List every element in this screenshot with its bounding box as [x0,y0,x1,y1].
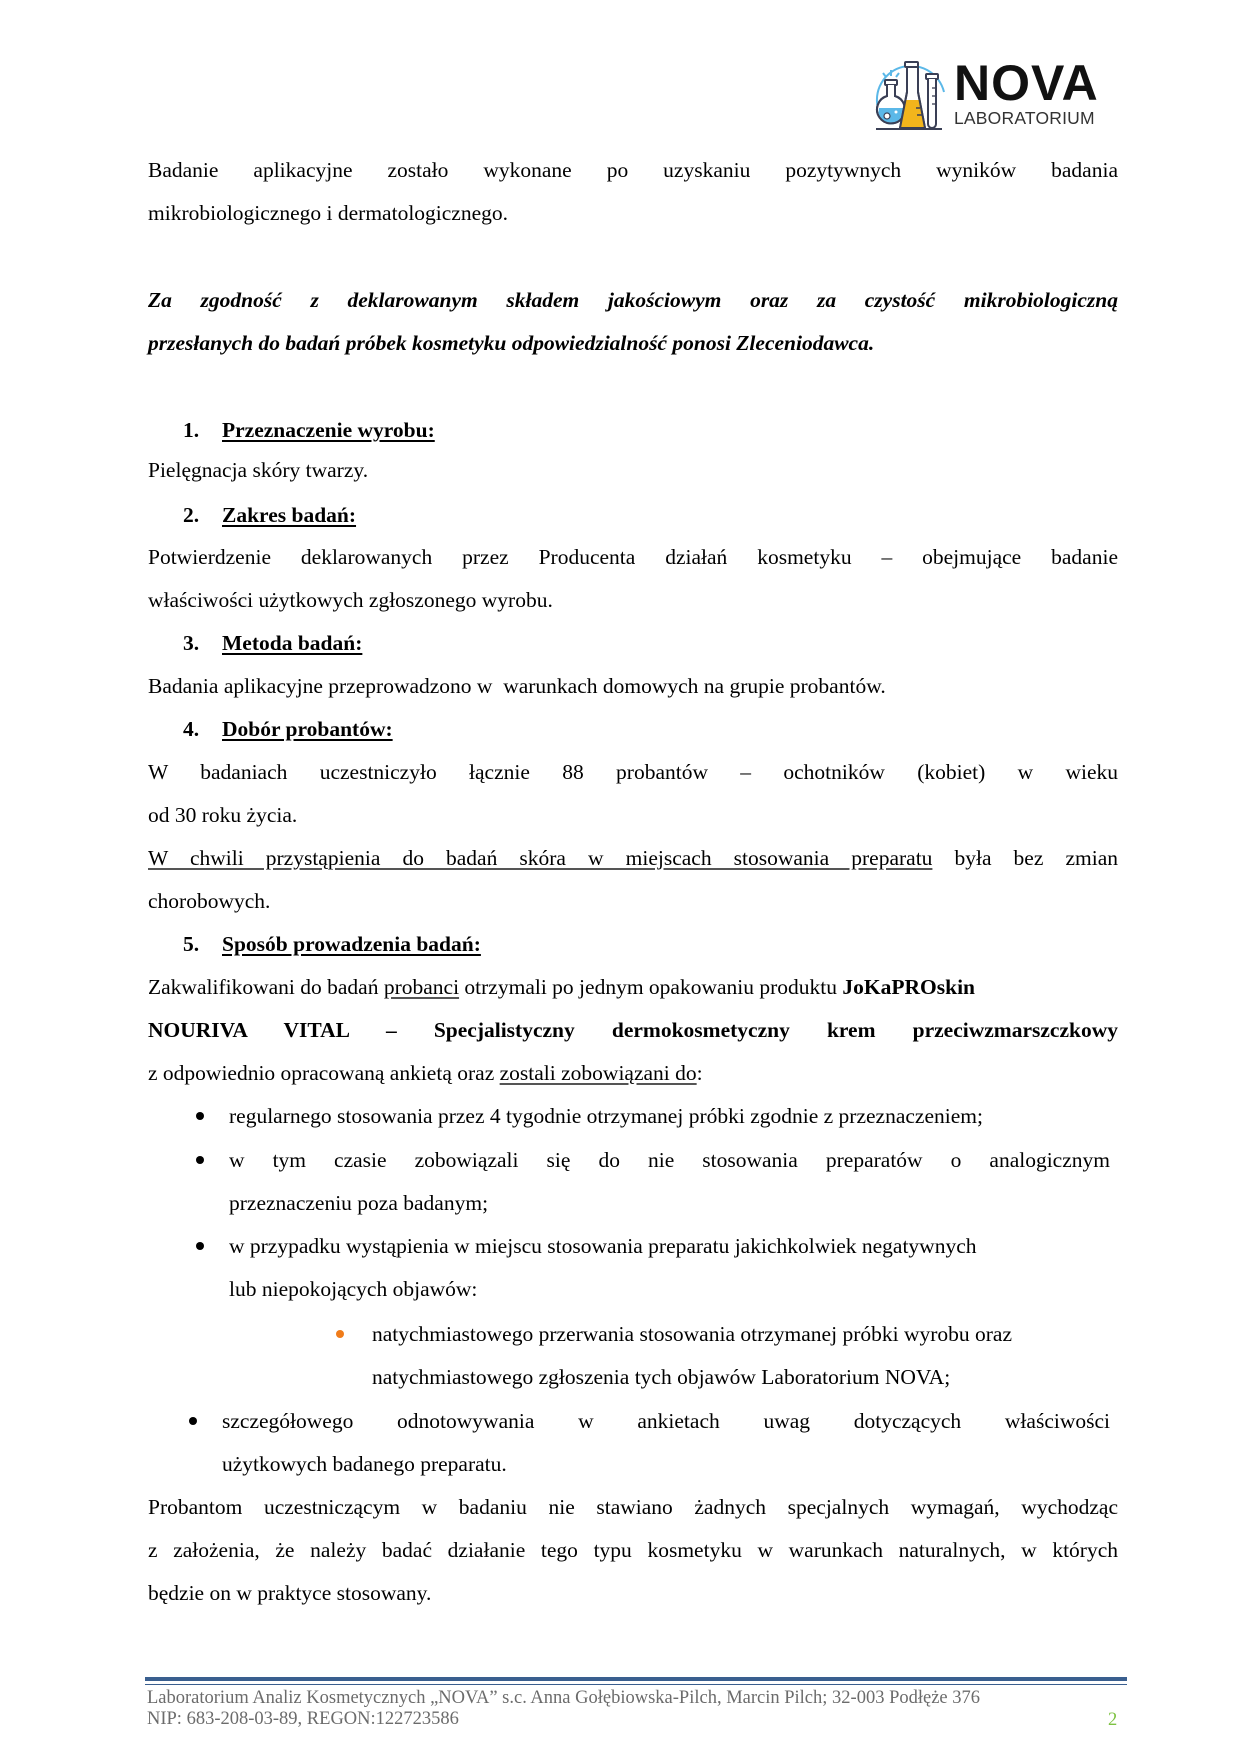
bullet-icon [196,1242,204,1250]
bullet-item-3-line-1: w przypadku wystąpienia w miejscu stosowania preparatu jakichkolwiek negatywnych [229,1234,977,1258]
section-number: 3. [183,631,200,655]
bullet-item-2-line-1: w tym czasie zobowiązali się do nie stosowania preparatów o analogicznym [229,1148,1110,1172]
bullet-item-4-line-2: użytkowych badanego preparatu. [222,1452,507,1476]
logo-subtitle: LABORATORIUM [954,108,1095,129]
section-1-body: Pielęgnacja skóry twarzy. [148,458,369,482]
lab-flasks-icon [872,52,950,134]
section-number: 1. [183,418,200,442]
section-title: Przeznaczenie wyrobu: [222,418,435,442]
section-4-note-line-2: chorobowych. [148,889,271,913]
probanci-underlined: probanci [383,975,460,999]
bullet-item-4-line-1: szczegółowego odnotowywania w ankietach uwag dotyczących właściwości [222,1409,1110,1433]
intro-line-2: mikrobiologicznego i dermatologicznego. [148,201,509,225]
section-title: Dobór probantów: [222,717,393,741]
section-2-body-line-2: właściwości użytkowych zgłoszonego wyrobu. [148,588,553,612]
intro-text: Zakwalifikowani do badań [148,975,384,999]
section-title: Zakres badań: [222,503,357,527]
section-5-product-line: NOURIVA VITAL – Specjalistyczny dermokosmetyczny krem przeciwzmarszczkowy [148,1018,1118,1042]
page-number: 2 [1108,1710,1118,1730]
bullet-item-3-line-2: lub niepokojących objawów: [229,1277,478,1301]
product-name: JoKaPROskin [842,975,976,999]
section-number: 5. [183,932,200,956]
section-2-body-line-1: Potwierdzenie deklarowanych przez Producenta działań kosmetyku – obejmujące badanie [148,545,1118,569]
disclaimer-line-2: przesłanych do badań próbek kosmetyku odpowiedzialność ponosi Zleceniodawca. [148,331,875,355]
disclaimer-line-1: Za zgodność z deklarowanym składem jakościowym oraz za czystość mikrobiologiczną [148,288,1118,312]
logo-wordmark [954,55,1099,129]
section-number: 4. [183,717,200,741]
note-text: była bez zmian [932,846,1118,870]
closing-line-2: z założenia, że należy badać działanie tego typu kosmetyku w warunkach naturalnych, w których [148,1538,1118,1562]
intro-line-1: Badanie aplikacyjne zostało wykonane po uzyskaniu pozytywnych wyników badania [148,158,1118,182]
note-underlined-text: W chwili przystąpienia do badań skóra w miejscach stosowania preparatu [148,846,933,870]
section-4-body-line-1: W badaniach uczestniczyło łącznie 88 probantów – ochotników (kobiet) w wieku [148,760,1118,784]
closing-line-1: Probantom uczestniczącym w badaniu nie stawiano żadnych specjalnych wymagań, wychodząc [148,1495,1118,1519]
section-5-intro-line-1 [148,975,1118,999]
logo-brand: NOVA [954,55,1099,112]
bullet-icon [196,1156,204,1164]
sub-bullet-line-1: natychmiastowego przerwania stosowania otrzymanej próbki wyrobu oraz [372,1322,1013,1346]
intro-text: otrzymali po jednym opakowaniu produktu [459,975,843,999]
closing-line-3: będzie on w praktyce stosowany. [148,1581,432,1605]
footer-address: Laboratorium Analiz Kosmetycznych „NOVA” s.c. Anna Gołębiowska-Pilch, Marcin Pilch; 32-003 Podłęże 376 [147,1688,981,1708]
nova-logo [872,52,1122,134]
intro-text: : [696,1061,703,1085]
intro-text: z odpowiednio opracowaną ankietą oraz [148,1061,500,1085]
footer-tax-ids: NIP: 683-208-03-89, REGON:122723586 [147,1709,459,1729]
footer-rule [145,1677,1127,1681]
section-4-note-line-1 [148,846,1118,870]
bullet-icon [189,1417,197,1425]
section-number: 2. [183,503,200,527]
footer-rule-thin [145,1684,1127,1685]
bullet-item-1: regularnego stosowania przez 4 tygodnie otrzymanej próbki zgodnie z przeznaczeniem; [229,1104,983,1128]
sub-bullet-line-2: natychmiastowego zgłoszenia tych objawów Laboratorium NOVA; [372,1365,951,1389]
obligations-underlined: zostali zobowiązani do [499,1061,697,1085]
section-title: Metoda badań: [222,631,363,655]
orange-bullet-icon [336,1330,344,1338]
bullet-item-2-line-2: przeznaczeniu poza badanym; [229,1191,489,1215]
section-5-intro-line-3 [148,1061,1118,1085]
bullet-icon [196,1112,204,1120]
section-4-body-line-2: od 30 roku życia. [148,803,298,827]
section-3-body: Badania aplikacyjne przeprowadzono w warunkach domowych na grupie probantów. [148,674,886,698]
section-title: Sposób prowadzenia badań: [222,932,481,956]
